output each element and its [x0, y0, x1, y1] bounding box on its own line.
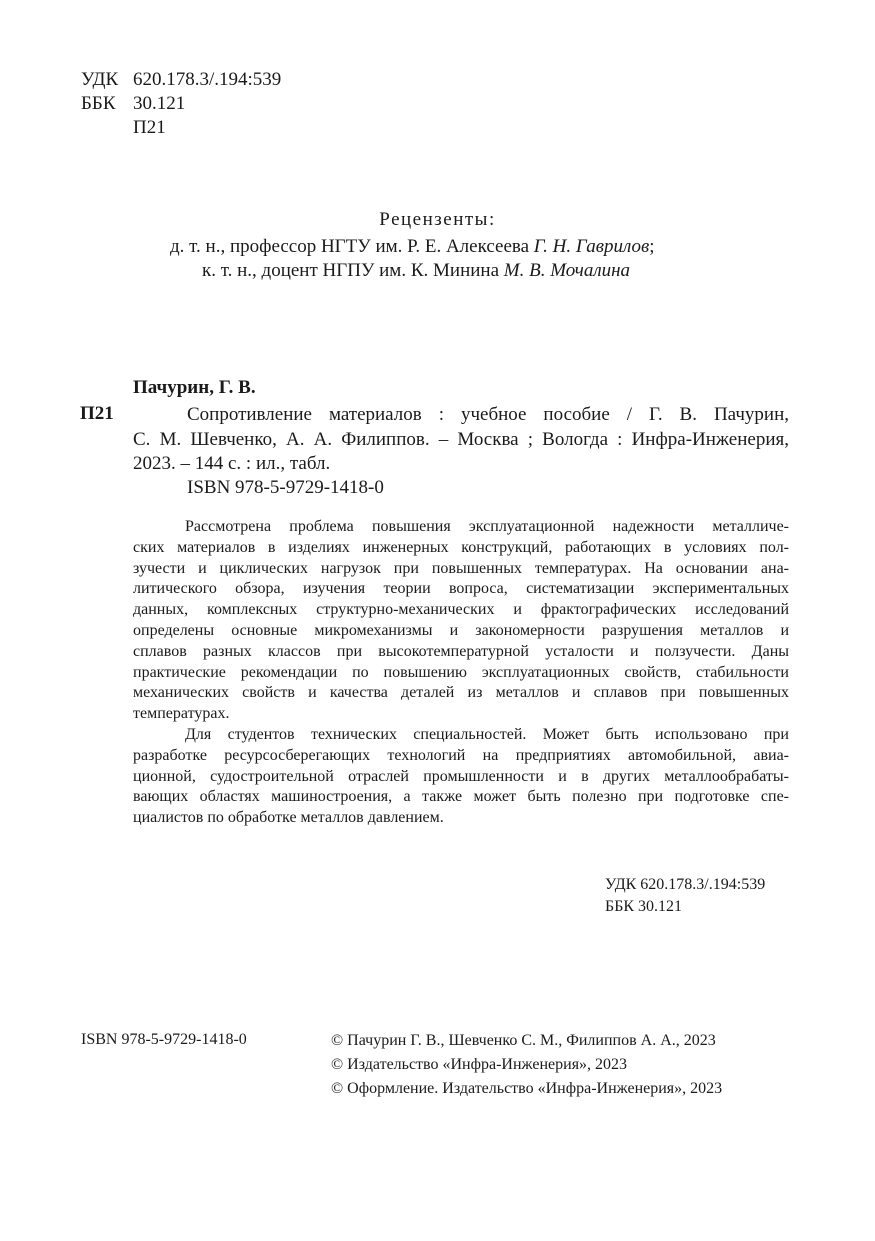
footer-isbn: ISBN 978-5-9729-1418-0 — [81, 1031, 247, 1048]
annotation-line: практические рекомендации по повышению эксплуатационных свойств, стабильности — [133, 663, 789, 681]
annotation-line: циалистов по обработке металлов давлением. — [133, 809, 444, 827]
annotation-line: разработке ресурсосберегающих технологий на предприятиях автомобильной, авиа- — [133, 746, 789, 764]
annotation-paragraph-2 — [133, 725, 789, 829]
annotation-line: ционной, судостроительной отраслей промышленности и в других металлообрабаты- — [133, 767, 789, 785]
catalog-isbn: ISBN 978-5-9729-1418-0 — [187, 477, 384, 498]
classification-bottom — [605, 874, 765, 918]
copyright-block — [331, 1029, 722, 1101]
bbk-value: 30.121 — [133, 93, 186, 114]
catalog-line-2: С. М. Шевченко, А. А. Филиппов. – Москва ; Вологда : Инфра-Инженерия, — [133, 429, 789, 450]
annotation-line: вающих областях машиностроения, а также может быть полезно при подготовке спе- — [133, 788, 789, 806]
annotation-line: литического обзора, изучения теории вопроса, систематизации экспериментальных — [133, 580, 789, 598]
annotation-line: Рассмотрена проблема повышения эксплуатационной надежности металличе- — [185, 518, 789, 535]
udk-bottom: УДК 620.178.3/.194:539 — [605, 876, 766, 893]
reviewers-title: Рецензенты: — [379, 209, 496, 230]
annotation-line: ских материалов в изделиях инженерных конструкций, работающих в условиях пол- — [133, 538, 789, 556]
copyright-publisher: © Издательство «Инфра-Инженерия», 2023 — [331, 1056, 628, 1073]
catalog-author: Пачурин, Г. В. — [133, 377, 256, 398]
reviewer-1-name: Г. Н. Гаврилов — [533, 236, 650, 257]
udk-label: УДК — [81, 69, 119, 90]
copyright-authors: © Пачурин Г. В., Шевченко С. М., Филиппов А. А., 2023 — [331, 1032, 716, 1049]
reviewer-2-name: М. В. Мочалина — [503, 260, 631, 281]
annotation-line: определены основные микромеханизмы и закономерности разрушения металлов и — [133, 621, 789, 639]
cutter-code-top: П21 — [133, 117, 166, 138]
reviewer-1 — [170, 235, 655, 259]
reviewer-1-suffix: ; — [649, 236, 655, 257]
reviewer-2 — [202, 259, 630, 283]
bbk-label: ББК — [81, 93, 116, 114]
reviewer-1-credentials: д. т. н., профессор НГТУ им. Р. Е. Алексеева — [170, 236, 534, 257]
catalog-line-1: Сопротивление материалов : учебное пособие / Г. В. Пачурин, — [187, 404, 789, 425]
annotation-line: механических свойств и качества деталей из металлов и сплавов при повышенных — [133, 684, 789, 702]
annotation-line: сплавов разных классов при высокотемпературной усталости и ползучести. Даны — [133, 642, 789, 660]
catalog-line-3: 2023. – 144 с. : ил., табл. — [133, 453, 331, 474]
annotation-paragraph-1 — [133, 517, 789, 725]
catalog-cutter: П21 — [80, 403, 114, 424]
annotation-line: зучести и циклических нагрузок при повышенных температурах. На основании ана- — [133, 559, 789, 577]
copyright-design: © Оформление. Издательство «Инфра-Инженерия», 2023 — [331, 1080, 723, 1097]
reviewer-2-credentials: к. т. н., доцент НГПУ им. К. Минина — [202, 260, 504, 281]
annotation-line: данных, комплексных структурно-механических и фрактографических исследований — [133, 601, 789, 619]
annotation-line: температурах. — [133, 705, 230, 723]
bbk-bottom: ББК 30.121 — [605, 898, 683, 915]
udk-value: 620.178.3/.194:539 — [133, 69, 282, 90]
annotation-line: Для студентов технических специальностей. Может быть использовано при — [185, 726, 789, 743]
